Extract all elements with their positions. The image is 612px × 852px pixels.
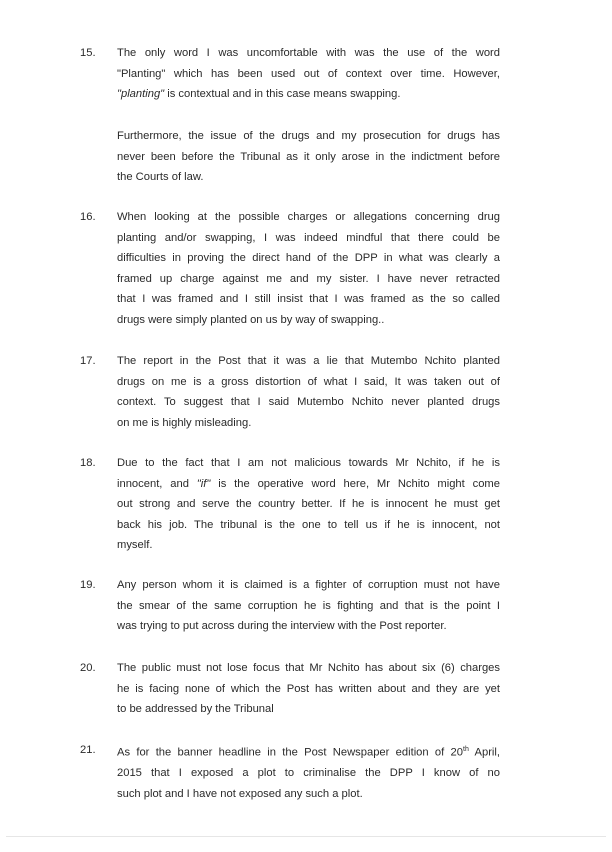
paragraph-21 (117, 740, 500, 805)
paragraph-line: to be addressed by the Tribunal (117, 703, 274, 716)
paragraph-line: difficulties in proving the direct hand of the DPP in what was clearly a (117, 252, 500, 265)
paragraph-19 (117, 575, 500, 637)
paragraph-line: Furthermore, the issue of the drugs and my prosecution for drugs has (117, 130, 500, 142)
paragraph-line: 2015 that I exposed a plot to criminalise the DPP I know of no (117, 767, 500, 780)
paragraph-line: such plot and I have not exposed any such a plot. (117, 787, 363, 800)
emphasized-word: "planting" (117, 88, 165, 101)
paragraph-line: As for the banner headline in the Post Newspaper edition of 20th April, (117, 746, 501, 759)
paragraph-line: The only word I was uncomfortable with was the use of the word (117, 47, 500, 59)
paragraph-15-continued (117, 126, 500, 188)
paragraph-line: that I was framed and I still insist that I was framed as the so called (117, 293, 500, 306)
ordinal-suffix: th (463, 746, 469, 753)
paragraph-line: When looking at the possible charges or allegations concerning drug (117, 211, 500, 223)
paragraph-line: never been before the Tribunal as it only arose in the indictment before (117, 150, 500, 163)
paragraph-number: 17. (80, 355, 96, 367)
paragraph-line: "Planting" which has been used out of context over time. However, (117, 67, 500, 80)
paragraph-15 (117, 43, 500, 105)
paragraph-number: 16. (80, 211, 96, 223)
paragraph-20 (117, 658, 500, 720)
paragraph-line: "planting" is contextual and in this case means swapping. (117, 88, 401, 101)
paragraph-line: framed up charge against me and my sister. I have never retracted (117, 272, 500, 285)
paragraph-line: context. To suggest that I said Mutembo Nchito never planted drugs (117, 396, 500, 409)
paragraph-line: the Courts of law. (117, 171, 204, 184)
paragraph-number: 18. (80, 457, 96, 469)
paragraph-line: innocent, and "if" is the operative word here, Mr Nchito might come (117, 477, 500, 490)
paragraph-line: out strong and serve the country better. If he is innocent he must get (117, 498, 500, 511)
paragraph-line: myself. (117, 539, 153, 552)
paragraph-line: drugs on me is a gross distortion of what I said, It was taken out of (117, 375, 500, 388)
paragraph-line: back his job. The tribunal is the one to tell us if he is innocent, not (117, 518, 500, 531)
paragraph-number: 19. (80, 579, 96, 591)
paragraph-line: drugs were simply planted on us by way of swapping.. (117, 313, 385, 326)
paragraph-17 (117, 351, 500, 433)
emphasized-word: "if" (196, 477, 211, 490)
paragraph-18 (117, 453, 500, 556)
paragraph-number: 21. (80, 744, 96, 756)
paragraph-line: The report in the Post that it was a lie that Mutembo Nchito planted (117, 355, 500, 367)
paragraph-line: was trying to put across during the interview with the Post reporter. (117, 620, 447, 633)
paragraph-line: planting and/or swapping, I was indeed mindful that there could be (117, 231, 500, 244)
paragraph-line: Any person whom it is claimed is a fighter of corruption must not have (117, 579, 500, 591)
paragraph-line: Due to the fact that I am not malicious towards Mr Nchito, if he is (117, 457, 500, 469)
paragraph-16 (117, 207, 500, 331)
paragraph-number: 15. (80, 47, 96, 59)
paragraph-line: he is facing none of which the Post has written about and they are yet (117, 682, 500, 695)
paragraph-line: The public must not lose focus that Mr Nchito has about six (6) charges (117, 662, 500, 674)
paragraph-line: the smear of the same corruption he is fighting and that is the point I (117, 599, 500, 612)
paragraph-number: 20. (80, 662, 96, 674)
paragraph-line: on me is highly misleading. (117, 416, 252, 429)
page-edge-divider (6, 836, 606, 837)
